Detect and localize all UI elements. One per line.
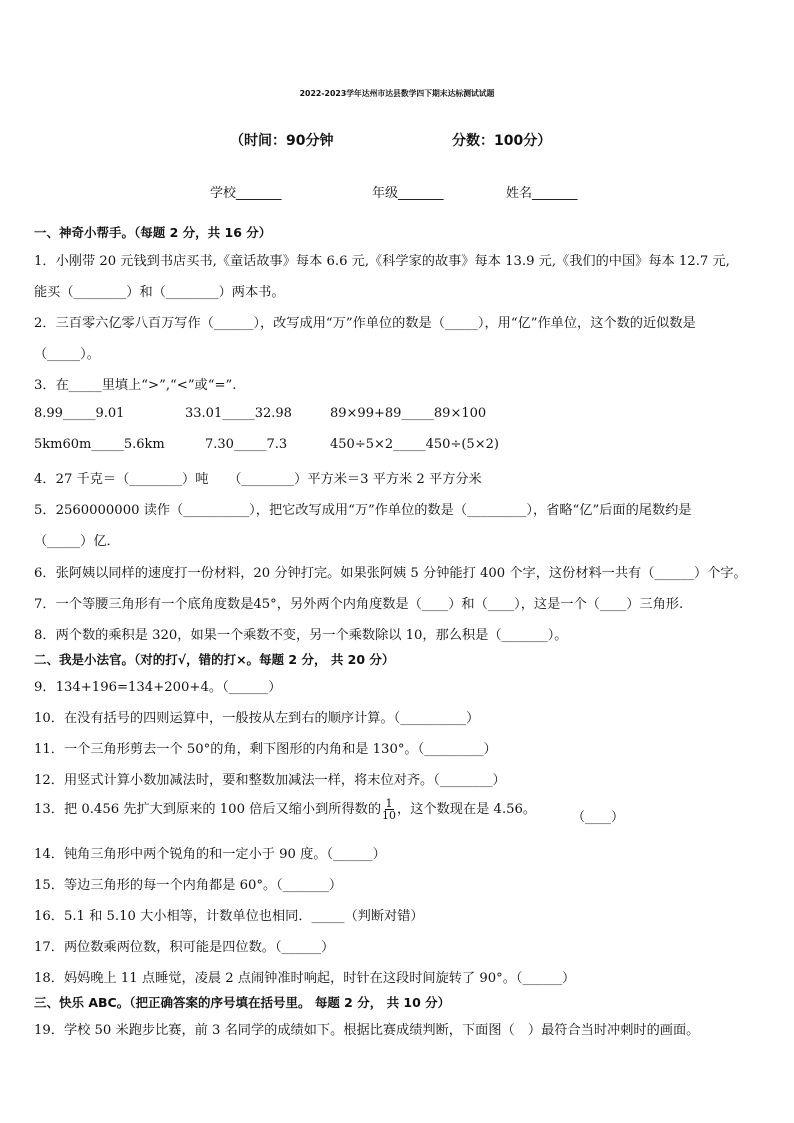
question-5-line2: （_____）亿． (34, 534, 120, 549)
question-2-line2: （_____）。 (34, 347, 100, 362)
question-13-answer-blank: （____） (572, 810, 625, 825)
question-3-head: 3．在_____里填上“>”,“<”或“=”. (34, 378, 237, 393)
question-18: 18．妈妈晚上 11 点睡觉，凌晨 2 点闹钟准时响起，时针在这段时间旋转了 90°。（______） (34, 971, 576, 986)
q3-item: 5km60m_____5.6km (34, 437, 165, 452)
q3-item: 89×99+89_____89×100 (330, 406, 487, 421)
question-1-line1: 1．小刚带 20 元钱到书店买书,《童话故事》每本 6.6 元,《科学家的故事》每本 13.9 元,《我们的中国》每本 12.7 元, (34, 254, 730, 269)
fraction-numerator: 1 (385, 797, 393, 810)
exam-title: 2022-2023学年达州市达县数学四下期末达标测试试题 (299, 89, 495, 98)
question-17: 17．两位数乘两位数，积可能是四位数。（______） (34, 940, 335, 955)
question-2-line1: 2．三百零六亿零八百万写作（______），改写成用“万”作单位的数是（_____），用“亿”作单位，这个数的近似数是 (34, 316, 696, 331)
q3-item: 33.01_____32.98 (185, 406, 292, 421)
question-15: 15．等边三角形的每一个内角都是 60°。（_______） (34, 878, 343, 893)
question-4: 4．27 千克＝（________）吨 （________）平方米＝3 平方米 2 平方分米 (34, 472, 482, 487)
grade-field: 年级_______ (372, 186, 444, 201)
section1-heading: 一、神奇小帮手。（每题 2 分，共 16 分） (34, 225, 272, 240)
question-12: 12．用竖式计算小数加减法时，要和整数加减法一样，将末位对齐。（________） (34, 773, 506, 788)
section2-heading: 二、我是小法官。（对的打√，错的打×。每题 2 分， 共 20 分） (34, 652, 395, 667)
question-13 (34, 798, 536, 821)
q3-item: 8.99_____9.01 (34, 406, 125, 421)
fraction-one-tenth (382, 798, 396, 821)
question-7: 7．一个等腰三角形有一个底角度数是45°，另外两个内角度数是（____）和（____），这是一个（____）三角形. (34, 597, 684, 612)
question-10: 10．在没有括号的四则运算中，一般按从左到右的顺序计算。（__________） (34, 711, 480, 726)
name-field: 姓名_______ (506, 186, 578, 201)
section3-heading: 三、快乐 ABC。（把正确答案的序号填在括号里。 每题 2 分， 共 10 分） (34, 995, 451, 1010)
question-5-line1: 5．2560000000 读作（__________），把它改写成用“万”作单位的数是（_________），省略“亿”后面的尾数约是 (34, 503, 692, 518)
q3-item: 7.30_____7.3 (205, 437, 288, 452)
time-limit: （时间：90分钟 (230, 133, 334, 149)
question-8: 8．两个数的乘积是 320，如果一个乘数不变，另一个乘数除以 10，那么积是（_______）。 (34, 628, 568, 643)
question-13-text: 13．把 0.456 先扩大到原来的 100 倍后又缩小到所得数的 (34, 802, 382, 817)
question-9: 9．134+196=134+200+4。（______） (34, 680, 282, 695)
question-16: 16．5.1 和 5.10 大小相等，计数单位也相同．_____（判断对错） (34, 909, 424, 924)
fraction-denominator: 10 (382, 809, 397, 822)
question-19: 19．学校 50 米跑步比赛，前 3 名同学的成绩如下。根据比赛成绩判断，下面图（ ）最符合当时冲刺时的画面。 (34, 1023, 700, 1038)
question-14: 14．钝角三角形中两个锐角的和一定小于 90 度。（______） (34, 847, 386, 862)
school-field: 学校_______ (210, 186, 282, 201)
question-1-line2: 能买（________）和（________）两本书。 (34, 285, 285, 300)
q3-item: 450÷5×2_____450÷(5×2) (330, 437, 499, 452)
total-score: 分数：100分） (452, 133, 552, 149)
question-11: 11．一个三角形剪去一个 50°的角，剩下图形的内角和是 130°。（_________） (34, 742, 497, 757)
question-13-tail: ，这个数现在是 4.56。 (397, 802, 537, 817)
question-6: 6．张阿姨以同样的速度打一份材料，20 分钟打完。如果张阿姨 5 分钟能打 400 个字，这份材料一共有（______）个字。 (34, 566, 747, 581)
